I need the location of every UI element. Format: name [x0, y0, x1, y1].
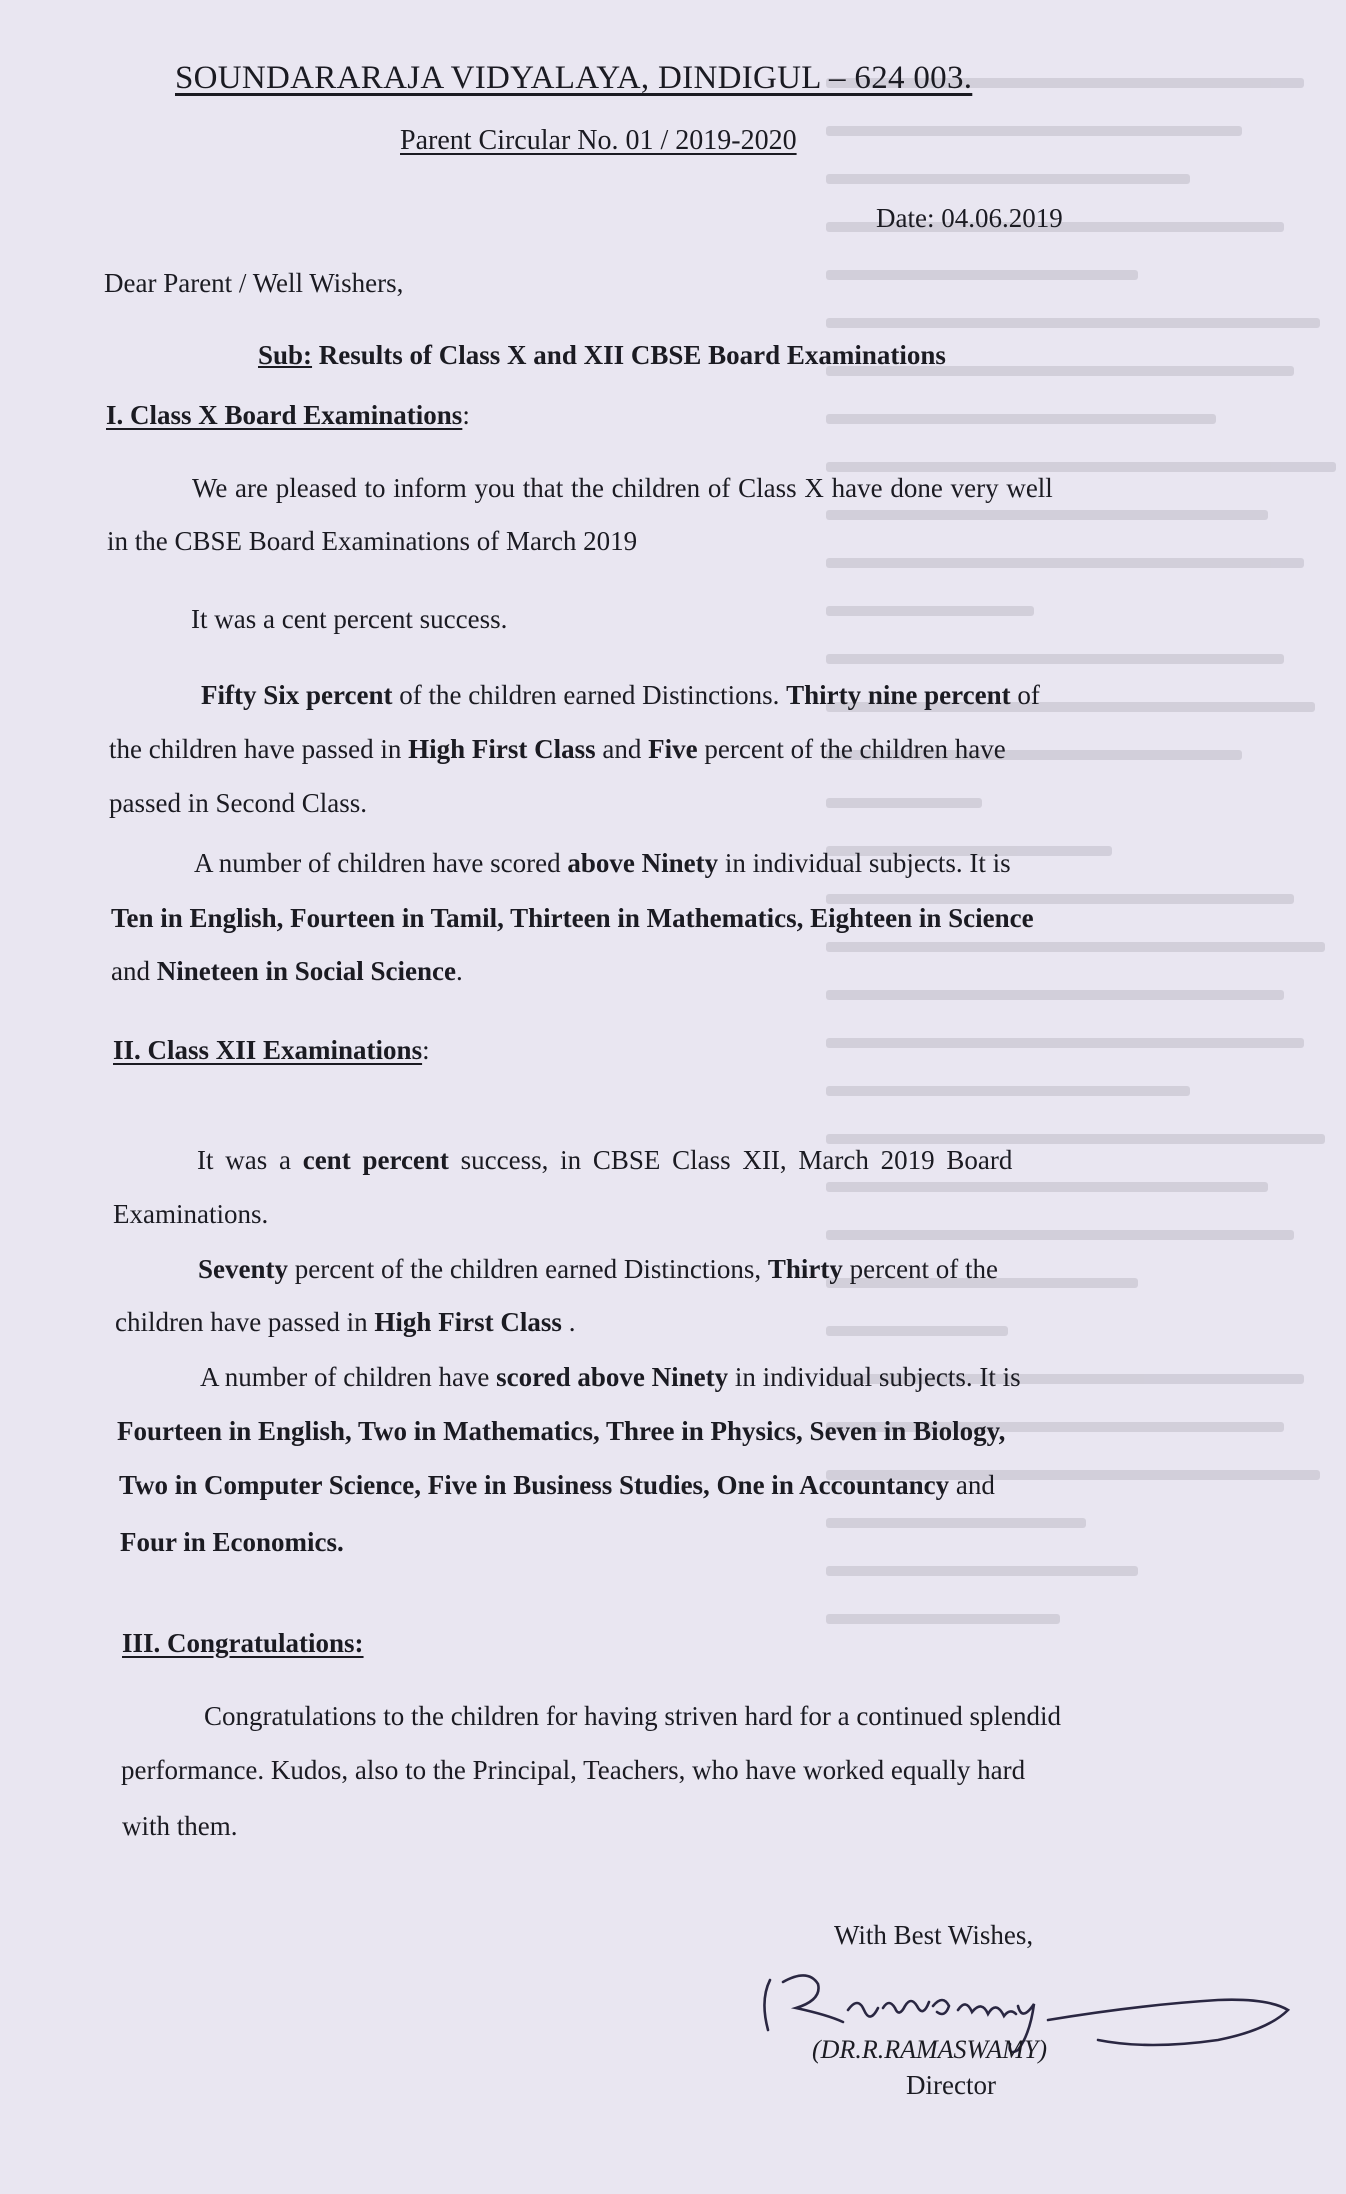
- text: percent of the children have: [697, 734, 1006, 764]
- text: percent of the: [842, 1254, 999, 1284]
- text: success, in CBSE Class XII, March 2019 Board: [448, 1145, 1013, 1175]
- text: .: [561, 1307, 576, 1337]
- s3-line1: Congratulations to the children for having striven hard for a continued splendid: [204, 1701, 1062, 1731]
- s1-paragraph1-line1: We are pleased to inform you that the children of Class X have done very well: [192, 473, 1053, 503]
- cent-percent: cent percent: [302, 1145, 449, 1175]
- subject-label: Sub:: [258, 340, 313, 370]
- s2-paragraph2-line2: [115, 1309, 575, 1336]
- section2-heading: [113, 1035, 430, 1066]
- s2-paragraph3-line3: [119, 1472, 995, 1499]
- s2-paragraph1-line1: [197, 1147, 1012, 1174]
- circular-date: Date: 04.06.2019: [876, 203, 1063, 233]
- text: A number of children have: [200, 1362, 497, 1392]
- distinction-percent: Fifty Six percent: [201, 680, 393, 710]
- salutation: Dear Parent / Well Wishers,: [104, 268, 404, 298]
- section2-heading-text: II. Class XII Examinations: [113, 1035, 423, 1065]
- text: children have passed in: [115, 1307, 375, 1337]
- s1-paragraph4-line3: [111, 958, 463, 985]
- text: and: [949, 1470, 995, 1500]
- high-first-class: High First Class: [408, 734, 596, 764]
- section1-heading: [106, 400, 470, 431]
- high-first-class: High First Class: [374, 1307, 562, 1337]
- signatory-name: (DR.R.RAMASWAMY): [812, 2035, 1048, 2064]
- s3-line3: with them.: [122, 1811, 238, 1841]
- bleed-through-text: [826, 40, 1346, 1840]
- s1-paragraph2: It was a cent percent success.: [191, 604, 508, 634]
- section3-heading: III. Congratulations:: [122, 1628, 364, 1658]
- second-class-percent: Five: [648, 734, 698, 764]
- signatory-title: Director: [906, 2070, 996, 2100]
- text: A number of children have scored: [194, 848, 568, 878]
- circular-number: Parent Circular No. 01 / 2019-2020: [400, 125, 797, 156]
- text: and: [111, 956, 157, 986]
- text: percent of the children earned Distinctions,: [288, 1254, 768, 1284]
- social-science: Nineteen in Social Science: [156, 956, 456, 986]
- s1-paragraph3-line3: passed in Second Class.: [109, 788, 367, 818]
- s1-paragraph3-line2: [109, 736, 1006, 763]
- text: of the children earned Distinctions.: [392, 680, 787, 710]
- text: It was a: [197, 1145, 303, 1175]
- section2-colon: :: [422, 1035, 430, 1065]
- text: of: [1010, 680, 1040, 710]
- s1-paragraph4-line2: Ten in English, Fourteen in Tamil, Thirteen in Mathematics, Eighteen in Science: [111, 903, 1034, 933]
- subject-text: Results of Class X and XII CBSE Board Examinations: [312, 340, 946, 370]
- s1-paragraph1-line2: in the CBSE Board Examinations of March 2019: [107, 526, 638, 556]
- subject-line: [258, 340, 946, 371]
- s2-paragraph3-line2: Fourteen in English, Two in Mathematics, Three in Physics, Seven in Biology,: [117, 1416, 1006, 1446]
- section1-heading-text: I. Class X Board Examinations: [106, 400, 463, 430]
- above-ninety: scored above Ninety: [496, 1362, 729, 1392]
- school-name: SOUNDARARAJA VIDYALAYA, DINDIGUL – 624 003.: [175, 60, 973, 96]
- text: .: [455, 956, 463, 986]
- section1-colon: :: [462, 400, 470, 430]
- text: in individual subjects. It is: [718, 848, 1011, 878]
- s2-paragraph3-line1: [200, 1364, 1021, 1391]
- s3-line2: performance. Kudos, also to the Principal, Teachers, who have worked equally hard: [121, 1755, 1026, 1785]
- s2-paragraph3-line4: Four in Economics.: [120, 1527, 344, 1557]
- text: the children have passed in: [109, 734, 409, 764]
- s1-paragraph4-line1: [194, 850, 1011, 877]
- closing-wishes: With Best Wishes,: [834, 1920, 1034, 1950]
- text: and: [595, 734, 649, 764]
- high-first-percent: Thirty: [767, 1254, 843, 1284]
- text: in individual subjects. It is: [728, 1362, 1021, 1392]
- high-first-percent: Thirty nine percent: [786, 680, 1011, 710]
- distinction-percent: Seventy: [198, 1254, 288, 1284]
- s1-paragraph3-line1: [201, 682, 1040, 709]
- s2-paragraph2-line1: [198, 1256, 998, 1283]
- s2-paragraph1-line2: Examinations.: [113, 1199, 269, 1229]
- subjects: Two in Computer Science, Five in Business Studies, One in Accountancy: [119, 1470, 950, 1500]
- above-ninety: above Ninety: [567, 848, 719, 878]
